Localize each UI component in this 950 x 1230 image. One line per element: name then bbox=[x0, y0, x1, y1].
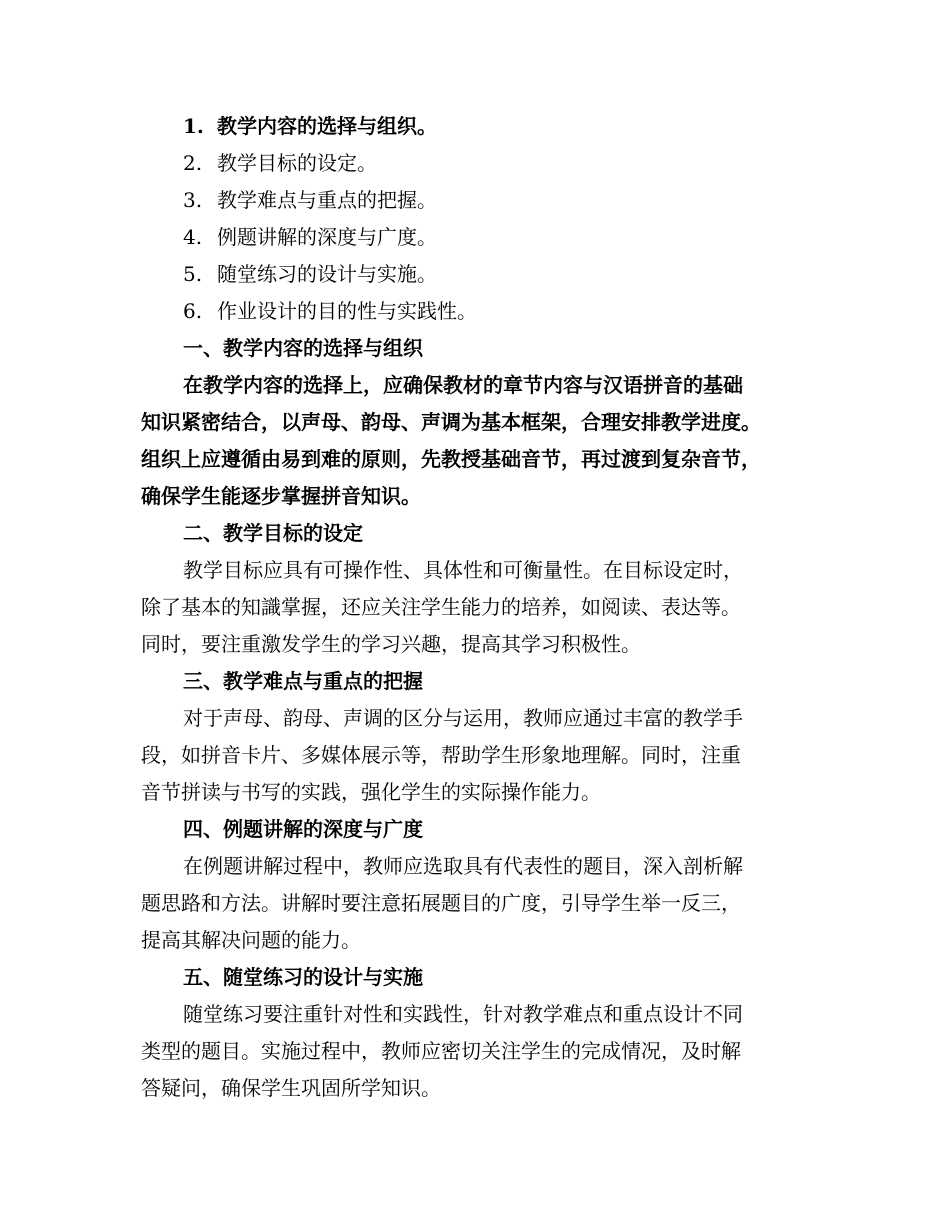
section-teaching-goals bbox=[141, 515, 821, 663]
paragraph-line: 在教学内容的选择上，应确保教材的章节内容与汉语拼音的基础 bbox=[183, 373, 743, 397]
paragraph-line: 段，如拼音卡片、多媒体展示等，帮助学生形象地理解。同时，注重 bbox=[141, 743, 741, 767]
outline-text: 教学内容的选择与组织。 bbox=[217, 114, 437, 138]
outline-text: 随堂练习的设计与实施。 bbox=[217, 262, 437, 286]
paragraph-line: 组织上应遵循由易到难的原则，先教授基础音节，再过渡到复杂音节， bbox=[141, 447, 761, 471]
paragraph-line: 教学目标应具有可操作性、具体性和可衡量性。在目标设定时， bbox=[183, 558, 743, 582]
paragraph-line: 音节拼读与书写的实践，强化学生的实际操作能力。 bbox=[141, 780, 601, 804]
paragraph-line: 题思路和方法。讲解时要注意拓展题目的广度，引导学生举一反三， bbox=[141, 891, 741, 915]
paragraph-line: 提高其解决问题的能力。 bbox=[141, 928, 361, 952]
section-heading: 五、随堂练习的设计与实施 bbox=[183, 965, 423, 989]
outline-text: 教学目标的设定。 bbox=[217, 151, 377, 175]
paragraph-line: 在例题讲解过程中，教师应选取具有代表性的题目，深入剖析解 bbox=[183, 854, 743, 878]
section-heading: 一、教学内容的选择与组织 bbox=[183, 336, 423, 360]
section-heading: 三、教学难点与重点的把握 bbox=[183, 669, 423, 693]
outline-text: 例题讲解的深度与广度。 bbox=[217, 225, 437, 249]
paragraph-line: 类型的题目。实施过程中，教师应密切关注学生的完成情况，及时解 bbox=[141, 1039, 741, 1063]
outline-number: 2. bbox=[183, 151, 203, 175]
outline-number: 5. bbox=[183, 262, 203, 286]
section-practice bbox=[141, 959, 821, 1107]
outline-number: 4. bbox=[183, 225, 203, 249]
section-difficulties bbox=[141, 663, 821, 811]
outline-item bbox=[141, 219, 821, 256]
outline-item bbox=[141, 182, 821, 219]
section-examples bbox=[141, 811, 821, 959]
section-heading: 四、例题讲解的深度与广度 bbox=[183, 817, 423, 841]
paragraph-line: 对于声母、韵母、声调的区分与运用，教师应通过丰富的教学手 bbox=[183, 706, 743, 730]
outline-item bbox=[141, 108, 821, 145]
outline-number: 1. bbox=[183, 114, 204, 138]
outline-item bbox=[141, 145, 821, 182]
outline-text: 教学难点与重点的把握。 bbox=[217, 188, 437, 212]
paragraph-line: 答疑问，确保学生巩固所学知识。 bbox=[141, 1076, 441, 1100]
paragraph-line: 确保学生能逐步掌握拼音知识。 bbox=[141, 484, 421, 508]
outline-item bbox=[141, 293, 821, 330]
section-heading: 二、教学目标的设定 bbox=[183, 521, 363, 545]
outline-number: 6. bbox=[183, 299, 203, 323]
paragraph-line: 随堂练习要注重针对性和实践性，针对教学难点和重点设计不同 bbox=[183, 1002, 743, 1026]
outline-list bbox=[141, 108, 821, 330]
paragraph-line: 同时，要注重激发学生的学习兴趣，提高其学习积极性。 bbox=[141, 632, 641, 656]
document-body bbox=[141, 108, 821, 1107]
paragraph-line: 除了基本的知識掌握，还应关注学生能力的培养，如阅读、表达等。 bbox=[141, 595, 741, 619]
paragraph-line: 知识紧密结合，以声母、韵母、声调为基本框架，合理安排教学进度。 bbox=[141, 410, 761, 434]
outline-number: 3. bbox=[183, 188, 203, 212]
outline-text: 作业设计的目的性与实践性。 bbox=[217, 299, 477, 323]
section-content-selection bbox=[141, 330, 821, 515]
outline-item bbox=[141, 256, 821, 293]
